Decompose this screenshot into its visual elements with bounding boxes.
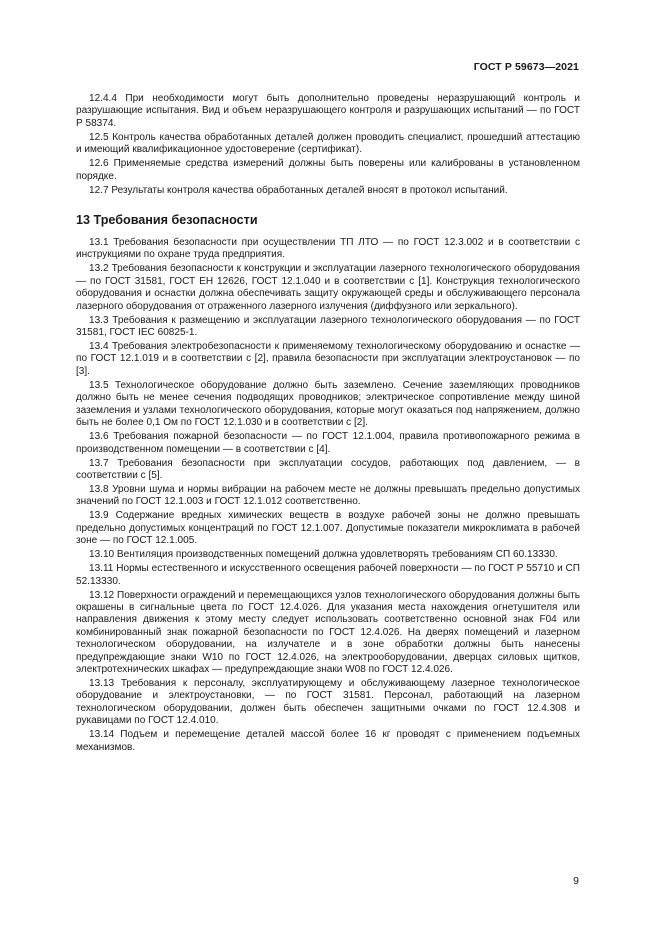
paragraph-13-5: 13.5 Технологическое оборудование должно быть заземлено. Сечение заземляющих проводников должно быть не менее сечения подводящих проводников; электрическое сопротивление между шиной заземления и узлами технологического оборудования, которые могут оказаться под напряжением, должно быть не более 0,1 Ом по ГОСТ 12.1.030 и в соответствии с [2].: [76, 379, 580, 429]
page-number: 9: [573, 875, 579, 887]
paragraph-13-4: 13.4 Требования электробезопасности к применяемому технологическому оборудованию и оснастке — по ГОСТ 12.1.019 и в соответствии с [2], правила безопасности при эксплуатации электроустановок — по [3].: [76, 341, 580, 377]
paragraph-13-11: 13.11 Нормы естественного и искусственного освещения рабочей поверхности — по ГОСТ Р 55710 и СП 52.13330.: [76, 563, 580, 587]
paragraph-13-6: 13.6 Требования пожарной безопасности — по ГОСТ 12.1.004, правила противопожарного режима в производственном помещении — в соответствии с [4].: [76, 431, 580, 455]
paragraph-13-12: 13.12 Поверхности ограждений и перемещающихся узлов технологического оборудования должны быть окрашены в сигнальные цвета по ГОСТ 12.4.026. Для указания места нахождения огнетушителя или направления движения к этому месту следует использовать соответственно основной знак F04 или комбинированный знак пожарной безопасности по ГОСТ 12.4.026. На дверях помещений и лазерном технологическом оборудовании, на излучателе и в зоне обработки должны быть нанесены предупреждающие знаки W10 по ГОСТ 12.4.026, на электрооборудовании, дверцах силовых щитков, электротехнических шкафах — предупреждающие знаки W08 по ГОСТ 12.4.026.: [76, 589, 580, 675]
page-body: [76, 93, 580, 756]
paragraph-13-8: 13.8 Уровни шума и нормы вибрации на рабочем месте не должны превышать предельно допустимых значений по ГОСТ 12.1.003 и ГОСТ 12.1.012 соответственно.: [76, 483, 580, 508]
paragraph-13-10: 13.10 Вентиляция производственных помещений должна удовлетворять требованиям СП 60.13330.: [89, 549, 558, 561]
paragraph-13-2: 13.2 Требования безопасности к конструкции и эксплуатации лазерного технологического оборудования — по ГОСТ 31581, ГОСТ ЕН 12626, ГОСТ 12.1.040 и в соответствии с [1]. Конструкция технологического оборудования и оснастки должна обеспечивать защиту окружающей среды и обслуживающего персонала лазерного оборудования от отраженного лазерного излучения (диффузного или зеркального).: [76, 263, 580, 312]
section-13-heading: 13 Требования безопасности: [76, 213, 258, 228]
paragraph-13-9: 13.9 Содержание вредных химических веществ в воздухе рабочей зоны не должно превышать предельно допустимых концентраций по ГОСТ 12.1.007. Допустимые показатели микроклимата в рабочей зоне — по ГОСТ 12.1.005.: [76, 510, 580, 547]
paragraph-13-7: 13.7 Требования безопасности при эксплуатации сосудов, работающих под давлением, — в соответствии с [5].: [76, 457, 580, 481]
document-code-header: ГОСТ Р 59673—2021: [473, 61, 579, 73]
paragraph-12-4-4: 12.4.4 При необходимости могут быть дополнительно проведены неразрушающий контроль и разрушающие испытания. Вид и объем неразрушающего контроля и разрушающих испытаний — по ГОСТ Р 58374.: [76, 93, 580, 129]
paragraph-13-3: 13.3 Требования к размещению и эксплуатации лазерного технологического оборудования — по ГОСТ 31581, ГОСТ IEC 60825-1.: [76, 314, 580, 339]
paragraph-12-5: 12.5 Контроль качества обработанных деталей должен проводить специалист, прошедший аттестацию и имеющий квалификационное удостоверение (сертификат).: [76, 131, 580, 156]
paragraph-12-7: 12.7 Результаты контроля качества обработанных деталей вносят в протокол испытаний.: [89, 184, 508, 196]
paragraph-12-6: 12.6 Применяемые средства измерений должны быть поверены или калиброваны в установленном порядке.: [76, 158, 580, 182]
paragraph-13-1: 13.1 Требования безопасности при осуществлении ТП ЛТО — по ГОСТ 12.3.002 и в соответствии с инструкциями по охране труда предприятия.: [76, 237, 580, 261]
paragraph-13-14: 13.14 Подъем и перемещение деталей массой более 16 кг проводят с применением подъемных механизмов.: [76, 729, 580, 753]
paragraph-13-13: 13.13 Требования к персоналу, эксплуатирующему и обслуживающему лазерное технологическое оборудование и электроустановки, — по ГОСТ 31581. Персонал, работающий на лазерном технологическом оборудовании, должен быть обеспечен защитными очками по ГОСТ 12.4.308 и рукавицами по ГОСТ 12.4.010.: [76, 677, 580, 727]
